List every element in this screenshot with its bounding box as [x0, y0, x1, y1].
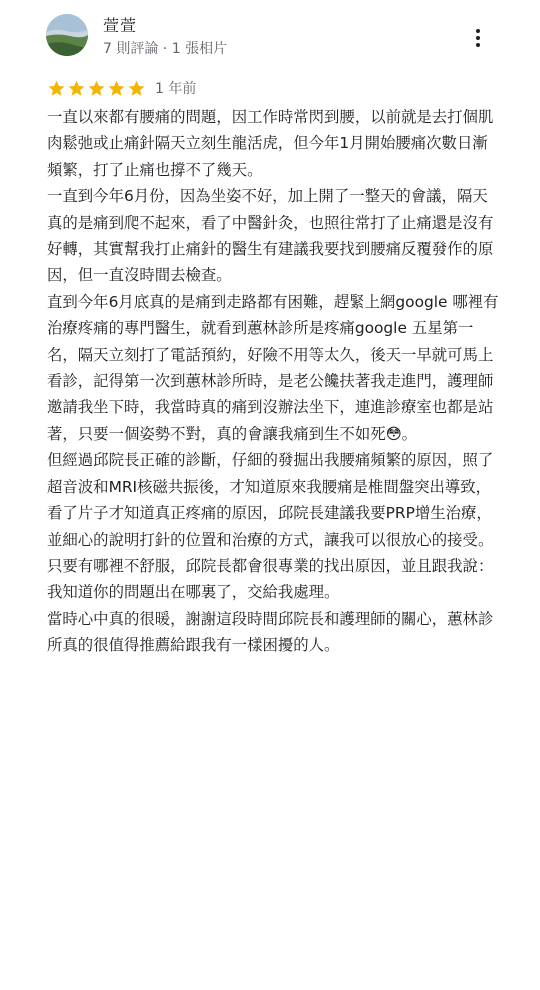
more-options-button[interactable] — [466, 24, 490, 52]
review-paragraph: 當時心中真的很暖，謝謝這段時間邱院長和護理師的關心，蕙林診所真的很值得推薦給跟我有一樣困擾的人。 — [47, 609, 494, 655]
star-rating — [47, 79, 146, 98]
review-time: 1 年前 — [155, 81, 197, 97]
star-icon — [67, 79, 86, 98]
review-paragraph: 只要有哪裡不舒服，邱院長都會很專業的找出原因，並且跟我說：我知道你的問題出在哪裏了，交給我處理。 — [47, 556, 494, 602]
avatar[interactable] — [46, 14, 88, 56]
reviewer-meta: 7 則評論 · 1 張相片 — [103, 41, 228, 57]
star-icon — [47, 79, 66, 98]
avatar-landscape-icon — [46, 14, 88, 56]
more-vert-icon-dot — [476, 43, 480, 47]
review-paragraph: 直到今年6月底真的是痛到走路都有困難，趕緊上網google 哪裡有治療疼痛的專門醫生，就看到蕙林診所是疼痛google 五星第一名，隔天立刻打了電話預約，好險不用等太久，後天一早就可馬上看診，記得第一次到蕙林診所時，是老公饞扶著我走進門，護理師邀請我坐下時，我當時真的痛到沒辦法坐下，連進診療室也都是站著，只要一個姿勢不對，真的會讓我痛到生不如死😳。 — [47, 292, 499, 443]
more-vert-icon — [476, 29, 480, 33]
review-paragraph: 一直到今年6月份，因為坐姿不好，加上開了一整天的會議，隔天真的是痛到爬不起來，看了中醫針灸，也照往常打了止痛還是沒有好轉，其實幫我打止痛針的醫生有建議我要找到腰痛反覆發作的原因，但一直沒時間去檢查。 — [47, 187, 494, 285]
more-vert-icon-dot — [476, 36, 480, 40]
rating-row — [47, 77, 196, 99]
reviewer-name[interactable]: 萱萱 — [103, 16, 138, 35]
star-icon — [87, 79, 106, 98]
review-paragraph: 一直以來都有腰痛的問題，因工作時常閃到腰，以前就是去打個肌肉鬆弛或止痛針隔天立刻生龍活虎，但今年1月開始腰痛次數日漸頻繁，打了止痛也撐不了幾天。 — [47, 108, 494, 179]
review-text — [47, 104, 499, 659]
star-icon — [127, 79, 146, 98]
star-icon — [107, 79, 126, 98]
review-header — [0, 0, 540, 72]
review-paragraph: 但經過邱院長正確的診斷，仔細的發掘出我腰痛頻繁的原因，照了超音波和MRI核磁共振後，才知道原來我腰痛是椎間盤突出導致，看了片子才知道真正疼痛的原因，邱院長建議我要PRP增生治療，並細心的說明打針的位置和治療的方式，讓我可以很放心的接受。 — [47, 451, 494, 549]
